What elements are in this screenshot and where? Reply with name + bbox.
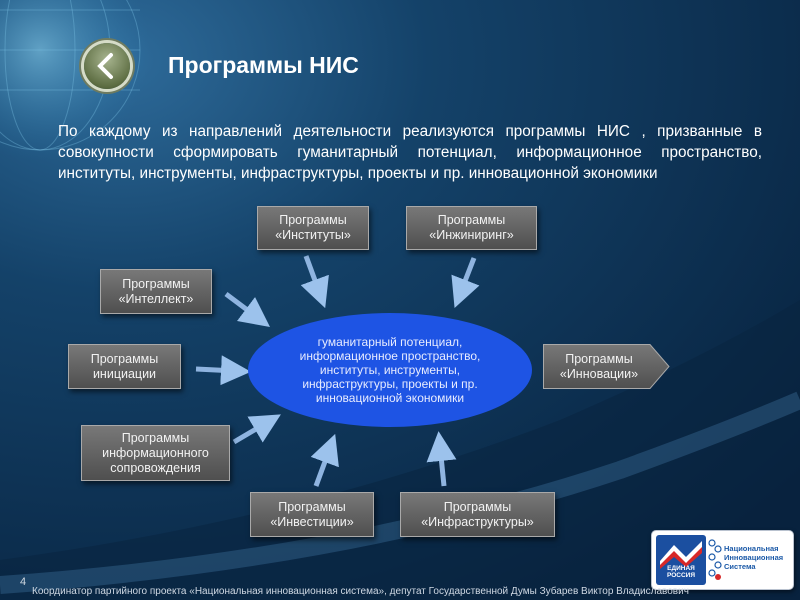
- program-box-investments: Программы «Инвестиции»: [250, 492, 374, 537]
- slide-title: Программы НИС: [168, 52, 359, 78]
- center-ellipse: [248, 313, 532, 427]
- program-box-institutes: Программы «Институты»: [257, 206, 369, 250]
- program-box-initiation: Программы инициации: [68, 344, 181, 389]
- program-box-innovations: [543, 344, 670, 389]
- arrow-intellect: [226, 294, 258, 318]
- arrow-infrastructure: [440, 446, 444, 486]
- page-number: 4: [20, 576, 27, 588]
- program-box-info-support: Программы информационного сопровождения: [81, 425, 230, 481]
- footer-text: Координатор партийного проекта «Национальная инновационная система», депутат Государственной Думы Зубарев Виктор Владиславович: [32, 586, 689, 597]
- arrow-institutes: [306, 256, 320, 294]
- party-name: ЕДИНАЯ РОССИЯ: [666, 565, 696, 579]
- program-box-engineering: Программы «Инжиниринг»: [406, 206, 537, 250]
- nis-name: Национальная Инновационная Система: [724, 544, 784, 571]
- arrow-info-support: [234, 422, 268, 442]
- program-box-infrastructure: Программы «Инфраструктуры»: [400, 492, 555, 537]
- arrow-investments: [316, 448, 330, 486]
- program-box-intellect: Программы «Интеллект»: [100, 269, 212, 314]
- arrow-engineering: [460, 258, 474, 294]
- arrow-initiation: [196, 369, 236, 371]
- logo-block: [651, 530, 794, 590]
- innovations-label: Программы «Инновации»: [559, 351, 639, 381]
- intro-text: По каждому из направлений деятельности реализуются программы НИС , призванные в совокупности сформировать гуманитарный потенциал, информационное пространство, институты, инструменты, инфраструктуры, проекты и пр. инновационной экономики: [58, 123, 762, 182]
- nis-logo-icon: [708, 537, 722, 583]
- center-text: гуманитарный потенциал, информационное пространство, институты, инструменты, инфраструктуры, проекты и пр. инновационной экономики: [299, 335, 481, 405]
